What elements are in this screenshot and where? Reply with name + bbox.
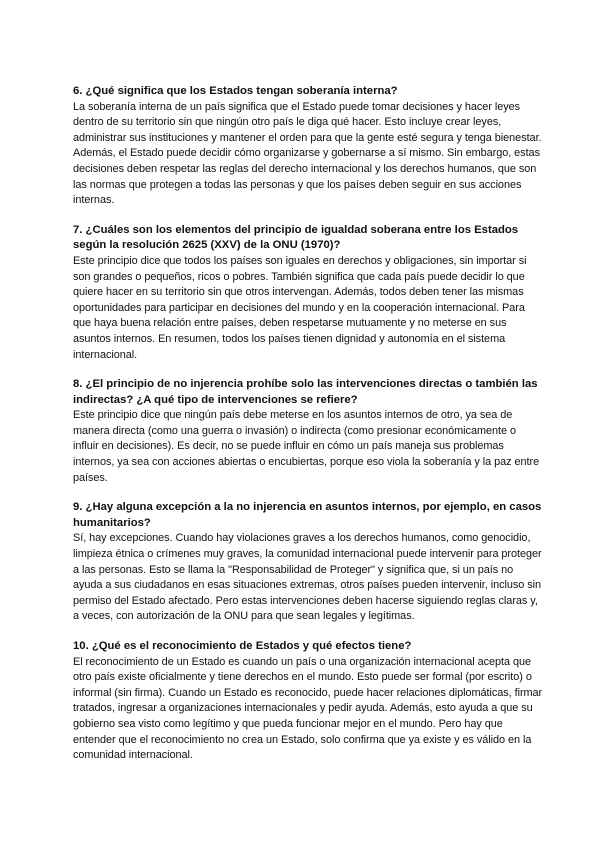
answer-9-paragraph: Sí, hay excepciones. Cuando hay violaciones graves a los derechos humanos, como genocidio, limpieza étnica o crímenes muy graves, la comunidad internacional puede intervenir para proteger a las personas. Esto se llama la "Responsabilidad de Proteger" y significa que, si un país no ayuda a sus ciudadanos en esas situaciones extremas, otros países pueden intervenir, incluso sin permiso del Estado afectado. Pero estas intervenciones deben hacerse siguiendo reglas claras y, a veces, con autorización de la ONU para que sean legales y legítimas. xyxy=(73,532,542,623)
qa-section-9 xyxy=(73,500,543,625)
question-10-heading: 10. ¿Qué es el reconocimiento de Estados y qué efectos tiene? xyxy=(73,640,412,652)
qa-section-8 xyxy=(73,377,543,486)
question-8-heading: 8. ¿El principio de no injerencia prohíbe solo las intervenciones directas o también las indirectas? ¿A qué tipo de intervenciones se refiere? xyxy=(73,378,538,406)
question-6-heading: 6. ¿Qué significa que los Estados tengan soberanía interna? xyxy=(73,85,398,97)
answer-8-paragraph: Este principio dice que ningún país debe meterse en los asuntos internos de otro, ya sea de manera directa (como una guerra o invasión) o indirecta (como presionar económicamente o influir en decisiones). Es decir, no se puede influir en cómo un país maneja sus problemas internos, ya sea con acciones abiertas o encubiertas, porque eso viola la soberanía y la paz entre países. xyxy=(73,409,540,484)
question-7-heading: 7. ¿Cuáles son los elementos del principio de igualdad soberana entre los Estados según la resolución 2625 (XXV) de la ONU (1970)? xyxy=(73,223,519,252)
qa-section-7 xyxy=(73,223,543,363)
answer-7-paragraph: Este principio dice que todos los países son iguales en derechos y obligaciones, sin importar si son grandes o pequeños, ricos o pobres. También significa que cada país puede decidir lo que quiere hacer en su territorio sin que otros intervengan. Además, todos deben tener las mismas oportunidades para participar en decisiones del mundo y en la cooperación internacional. Para que haya buena relación entre países, deben respetarse mutuamente y no meterse en sus asuntos internos. En resumen, todos los países tienen dignidad y autonomía en el sistema internacional. xyxy=(73,254,527,361)
answer-10-paragraph: El reconocimiento de un Estado es cuando un país o una organización internacional acepta que otro país existe oficialmente y tiene derechos en el mundo. Esto puede ser formal (por escrito) o informal (sin firma). Cuando un Estado es reconocido, puede hacer relaciones diplomáticas, firmar tratados, ingresar a organizaciones internacionales y pedir ayuda. Además, esto ayuda a que su gobierno sea visto como legítimo y que pueda funcionar mejor en el mundo. Pero hay que entender que el reconocimiento no crea un Estado, solo confirma que ya existe y es válido en la comunidad internacional. xyxy=(73,655,543,762)
qa-section-6 xyxy=(73,84,543,209)
answer-6-paragraph: La soberanía interna de un país significa que el Estado puede tomar decisiones y hacer leyes dentro de su territorio sin que ningún otro país le diga qué hacer. Esto incluye crear leyes, administrar sus instituciones y mantener el orden para que la gente esté segura y tenga bienestar. Además, el Estado puede decidir cómo organizarse y gobernarse a sí mismo. Sin embargo, estas decisiones deben respetar las reglas del derecho internacional y los derechos humanos, que son las normas que protegen a todas las personas y que los países deben seguir en sus acciones internas. xyxy=(73,100,542,207)
document-body xyxy=(73,84,543,778)
question-9-heading: 9. ¿Hay alguna excepción a la no injerencia en asuntos internos, por ejemplo, en casos humanitarios? xyxy=(73,501,542,529)
qa-section-10 xyxy=(73,639,543,764)
